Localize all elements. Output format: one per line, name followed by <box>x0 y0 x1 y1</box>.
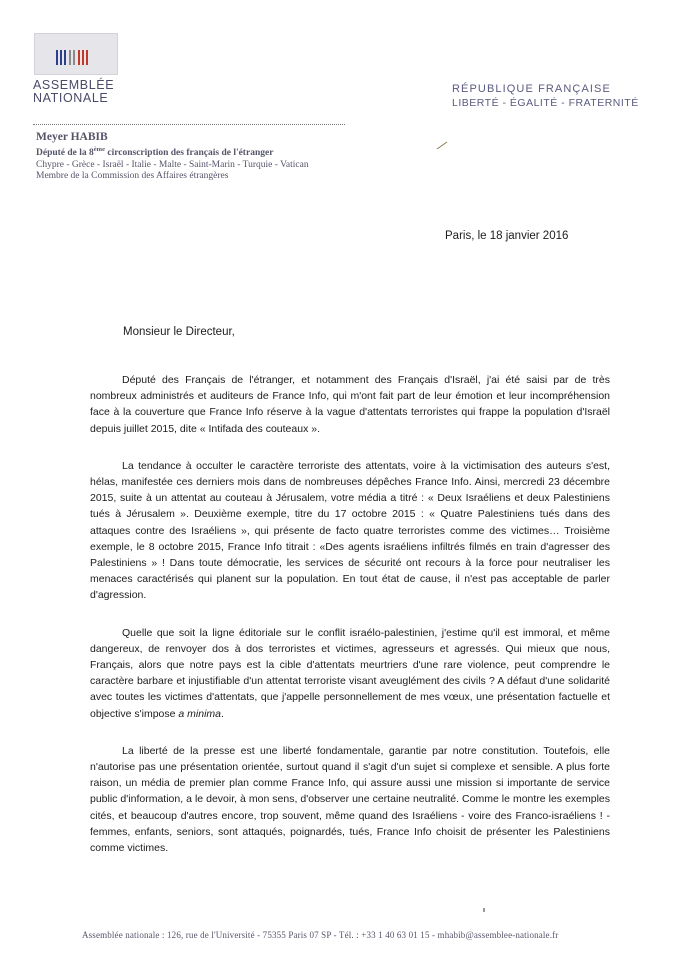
national-motto: LIBERTÉ - ÉGALITÉ - FRATERNITÉ <box>452 97 639 109</box>
header-divider <box>33 124 345 125</box>
sender-commission: Membre de la Commission des Affaires étrangères <box>36 171 229 182</box>
republique-francaise: RÉPUBLIQUE FRANÇAISE <box>452 83 611 95</box>
sender-block <box>36 130 416 183</box>
logo-wordmark-line1: ASSEMBLÉE <box>33 78 115 92</box>
assembly-columns-icon <box>35 34 117 74</box>
sender-title-pre: Député de la 8 <box>36 148 94 159</box>
sender-countries: Chypre - Grèce - Israël - Italie - Malte - Saint-Marin - Turquie - Vatican <box>36 159 309 170</box>
sender-title-post: circonscription des français de l'étranger <box>104 148 274 159</box>
paragraph-3-text: Quelle que soit la ligne éditoriale sur le conflit israélo-palestinien, j'estime qu'il est immoral, et même dangereux, de renvoyer dos à dos terroristes et victimes, agresseurs et agressés. Qui mieux que nous, Français, alors que notre pays est la cible d'attentats meurtriers d'une rare violence, peut comprendre le caractère barbare et injustifiable d'un attentat terroriste visant aveuglément des civils ? A défaut d'une solidarité avec toutes les victimes d'attentats, que j'appelle personnellement de mes vœux, une présentation factuelle et objective s'impose <box>90 626 610 720</box>
letter-date: Paris, le 18 janvier 2016 <box>445 230 569 242</box>
salutation: Monsieur le Directeur, <box>123 326 235 338</box>
paragraph-3 <box>90 625 610 722</box>
sender-title-sup: ème <box>93 146 105 153</box>
scan-speck <box>483 908 485 912</box>
pen-mark-icon <box>436 140 448 150</box>
letter-body <box>90 372 610 877</box>
logo-wordmark-line2: NATIONALE <box>33 91 109 105</box>
footer-address: Assemblée nationale : 126, rue de l'Université - 75355 Paris 07 SP - Tél. : +33 1 40 63 01 15 - mhabib@assemblee-nationale.fr <box>82 930 559 940</box>
paragraph-3-end: . <box>221 707 224 720</box>
paragraph-4: La liberté de la presse est une liberté fondamentale, garantie par notre constitution. Toutefois, elle n'autorise pas une présentation orientée, surtout quand il s'agit d'un sujet si complexe et sensible. A plus forte raison, un média de premier plan comme France Info, qui assure aussi une mission si importante de service public d'information, a le devoir, à mon sens, d'observer une certaine neutralité. Comme le montre les exemples cités, et beaucoup d'autres encore, trop souvent, même quand des Israéliens - voire des Franco-israéliens ! - femmes, enfants, seniors, sont attaqués, poignardés, tués, France Info choisit de présenter les Palestiniens comme victimes. <box>90 744 610 855</box>
paragraph-2: La tendance à occulter le caractère terroriste des attentats, voire à la victimisation des auteurs s'est, hélas, manifestée ces derniers mois dans de nombreuses dépêches France Info. Ainsi, mercredi 23 décembre 2015, suite à un attentat au couteau à Jérusalem, votre média a titré : « Deux Israéliens et deux Palestiniens tués à Jérusalem ». Deuxième exemple, titre du 17 octobre 2015 : « Quatre Palestiniens tués dans des attaques contre des Israéliens », qui présente de facto quatre terroristes comme des victimes… Troisième exemple, le 8 octobre 2015, France Info titrait : «Des agents israéliens infiltrés filmés en train d'agresser des Palestiniens » ! Dans toute démocratie, les services de sécurité ont recours à la force pour neutraliser les menaces caractérisés qui planent sur la population. En tout état de cause, il n'est pas acceptable de parler d'agression. <box>90 459 610 602</box>
paragraph-1: Député des Français de l'étranger, et notamment des Français d'Israël, j'ai été saisi par de très nombreux administrés et auditeurs de France Info, qui m'ont fait part de leur émotion et leur incompréhension face à la couverture que France Info réserve à la vague d'attentats terroristes qui frappe la population d'Israël depuis juillet 2015, dite « Intifada des couteaux ». <box>90 374 610 435</box>
sender-title <box>36 144 416 160</box>
sender-name: Meyer HABIB <box>36 131 108 143</box>
assemblee-nationale-logo <box>34 33 118 75</box>
paragraph-3-italic: a minima <box>178 707 221 720</box>
